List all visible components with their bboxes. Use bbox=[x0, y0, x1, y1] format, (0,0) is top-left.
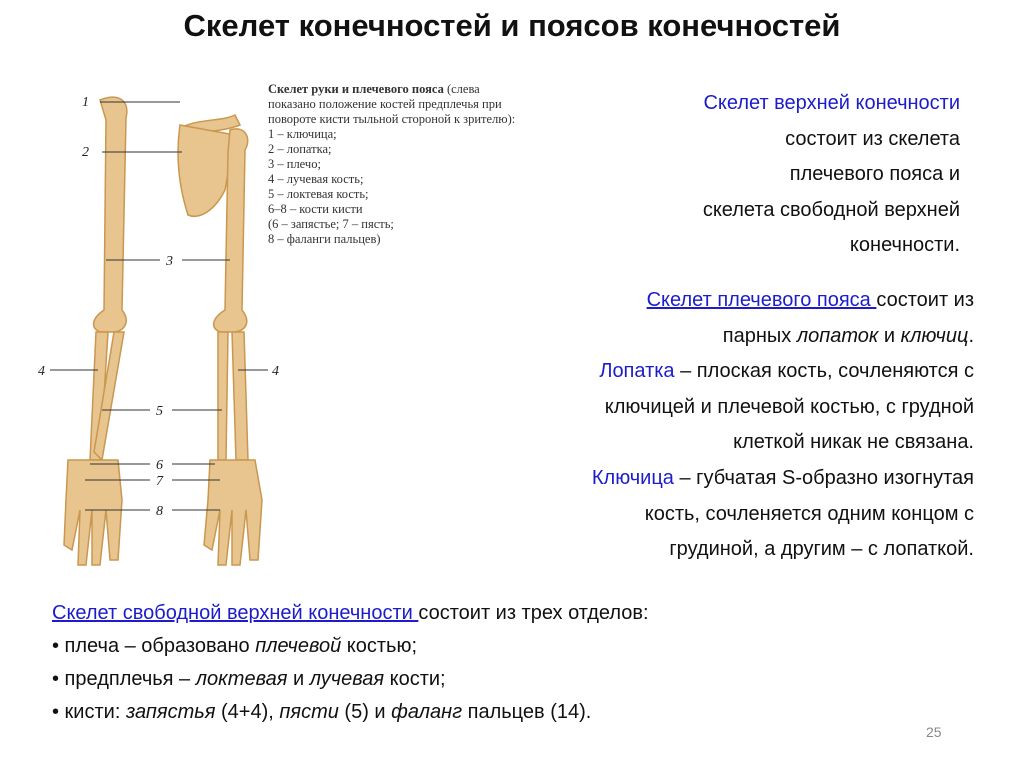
legend-item-3: 3 – плечо; bbox=[268, 157, 321, 171]
legend-item-7: (6 – запястье; 7 – пясть; bbox=[268, 217, 394, 231]
ulna-right-bone bbox=[218, 332, 228, 460]
page-number: 25 bbox=[926, 724, 942, 740]
free-limb-line-1 bbox=[52, 597, 952, 630]
ulna-term: локтевая bbox=[195, 668, 288, 690]
clavicle-line-2: кость, сочленяется одним концом с bbox=[644, 502, 974, 525]
item-text: (4+4), bbox=[215, 701, 280, 723]
scapula-line-1 bbox=[404, 354, 974, 390]
scapula-text: – плоская кость, сочленяются с bbox=[674, 360, 974, 383]
legend-item-5: 5 – локтевая кость; bbox=[268, 187, 369, 201]
scapula-line-3: клеткой никак не связана. bbox=[733, 431, 974, 454]
legend-item-8: 8 – фаланги пальцев) bbox=[268, 232, 381, 246]
girdle-paragraph bbox=[404, 283, 974, 568]
item-text: (5) и bbox=[338, 701, 392, 723]
radius-right-bone bbox=[232, 332, 248, 460]
girdle-text: парных bbox=[722, 324, 797, 347]
upper-limb-paragraph bbox=[580, 86, 960, 264]
free-limb-item-forearm bbox=[52, 663, 952, 696]
girdle-link[interactable]: Скелет плечевого пояса bbox=[646, 289, 877, 311]
scapula-line-2: ключицей и плечевой костью, с грудной bbox=[604, 395, 974, 418]
girdle-line-2 bbox=[404, 319, 974, 355]
girdle-after-link: состоит из bbox=[876, 289, 974, 311]
upper-limb-line-3: скелета свободной верхней bbox=[702, 198, 960, 221]
girdle-text: и bbox=[878, 324, 901, 347]
legend-item-1: 1 – ключица; bbox=[268, 127, 337, 141]
scapulae-term: лопаток bbox=[796, 324, 879, 347]
girdle-line-1 bbox=[404, 283, 974, 319]
caption-body: (слева показано положение костей предплечья при повороте кисти тыльной стороной к зрителю): bbox=[268, 82, 516, 126]
item-text: • плеча – образовано bbox=[52, 635, 256, 657]
free-limb-link[interactable]: Скелет свободной верхней конечности bbox=[52, 602, 419, 624]
free-limb-item-arm bbox=[52, 630, 952, 663]
legend-item-6: 6–8 – кости кисти bbox=[268, 202, 363, 216]
label-7: 7 bbox=[156, 474, 163, 489]
hand-right-bone bbox=[204, 460, 262, 565]
clavicle-line-3: грудиной, а другим – с лопаткой. bbox=[669, 538, 974, 561]
free-limb-after-link: состоит из трех отделов: bbox=[418, 602, 649, 624]
metacarpus-term: пясти bbox=[279, 701, 339, 723]
humerus-left-bone bbox=[94, 97, 127, 332]
clavicle-text: – губчатая S-образно изогнутая bbox=[673, 466, 974, 489]
free-limb-paragraph bbox=[52, 597, 952, 729]
label-4-left: 4 bbox=[38, 364, 45, 379]
item-text: кости; bbox=[384, 668, 446, 690]
caption-title: Скелет руки и плечевого пояса bbox=[268, 82, 444, 96]
label-5: 5 bbox=[156, 404, 163, 419]
item-text: костью; bbox=[341, 635, 418, 657]
label-8: 8 bbox=[156, 504, 163, 519]
phalanges-term: фаланг bbox=[391, 701, 463, 723]
upper-limb-line-4: конечности. bbox=[849, 234, 960, 257]
scapula-term: Лопатка bbox=[599, 360, 675, 383]
upper-limb-lead: Скелет верхней конечности bbox=[703, 92, 960, 114]
item-text: • кисти: bbox=[52, 701, 126, 723]
bones bbox=[64, 97, 262, 565]
label-6: 6 bbox=[156, 458, 163, 473]
hand-left-bone bbox=[64, 460, 122, 565]
item-text: пальцев (14). bbox=[462, 701, 592, 723]
item-text: • предплечья – bbox=[52, 668, 196, 690]
upper-limb-line-1: состоит из скелета bbox=[785, 127, 960, 150]
carpus-term: запястья bbox=[125, 701, 216, 723]
legend-item-4: 4 – лучевая кость; bbox=[268, 172, 364, 186]
clavicle-term: Ключица bbox=[591, 466, 674, 489]
upper-limb-line-2: плечевого пояса и bbox=[789, 163, 960, 186]
legend-item-2: 2 – лопатка; bbox=[268, 142, 332, 156]
label-2: 2 bbox=[82, 145, 89, 160]
slide-title: Скелет конечностей и поясов конечностей bbox=[183, 8, 841, 43]
item-text: и bbox=[287, 668, 310, 690]
radius-term: лучевая bbox=[309, 668, 385, 690]
label-4-right: 4 bbox=[272, 364, 279, 379]
label-3: 3 bbox=[166, 254, 173, 269]
figure-caption bbox=[268, 82, 523, 247]
clavicles-term: ключиц bbox=[900, 324, 969, 347]
girdle-text: . bbox=[968, 324, 974, 347]
label-1: 1 bbox=[82, 95, 89, 110]
free-limb-item-hand bbox=[52, 696, 952, 729]
humeral-term: плечевой bbox=[255, 635, 342, 657]
clavicle-line-1 bbox=[404, 461, 974, 497]
